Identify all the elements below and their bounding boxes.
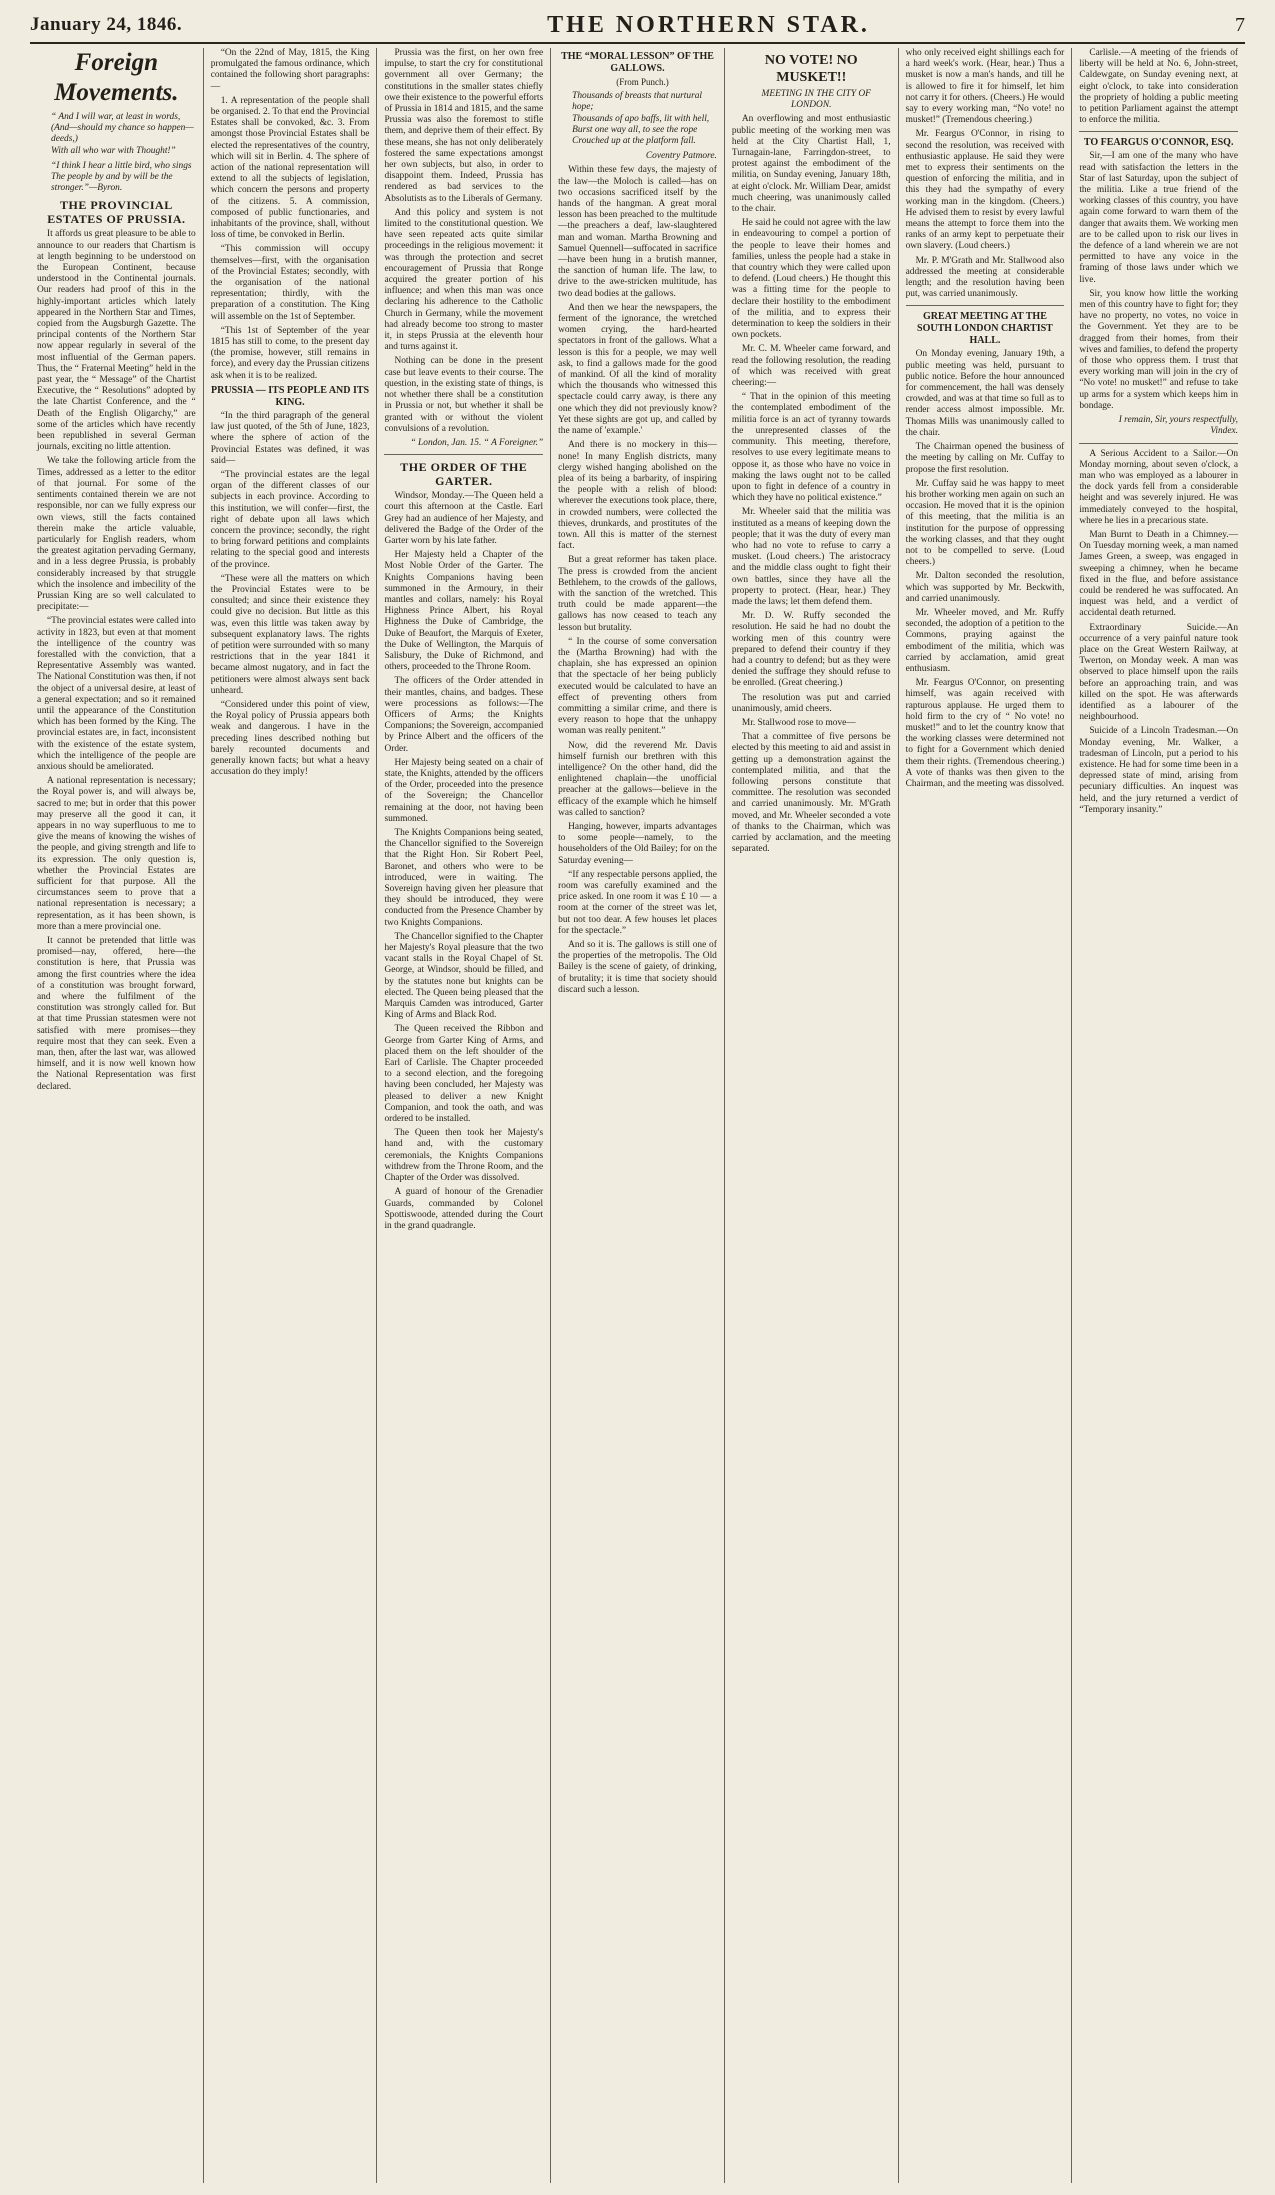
paragraph: “These were all the matters on which the Provincial Estates were to be consulted; and since their existence they could give no decision. But little as this was, even this little was taken away by subsequent explanatory laws. The rights of petition were surrounded with so many restrictions that in the year 1841 it became almost nugatory, and in fact the petitioners were almost always sent back unheard. <box>210 573 370 696</box>
paragraph: Mr. Cuffay said he was happy to meet his brother working men again on such an occasion. He moved that it is the opinion of this meeting, that the militia is an institution for the purpose of oppressing the working classes, and that they ought not to be compelled to serve. (Loud cheers.) <box>905 478 1065 568</box>
paragraph: On Monday evening, January 19th, a public meeting was held, pursuant to public notice. Before the hour announced for commencement, the hall was densely crowded, and was at that time so full as to render access almost impossible. Mr. Thomas Mills was unanimously called to the chair. <box>905 349 1065 438</box>
paragraph: Mr. P. M'Grath and Mr. Stallwood also addressed the meeting at considerable length; and the resolution having been put, was carried unanimously. <box>905 255 1065 300</box>
paragraph: A national representation is necessary; the Royal power is, and will always be, sacred to me; but in order that this power may preserve all the good it can, it appears in no way superfluous to me to give the means of knowing the wishes of the people, and giving strength and life to its expression. The only question is, whether the Provincial Estates are sufficient for that purpose. All the circumstances seem to prove that a national representation is necessary; a representation, as it has been shown, is more than a mere provincial one. <box>37 776 196 932</box>
paragraph: The Queen then took her Majesty's hand and, with the customary ceremonials, the Knights Companions withdrew from the Throne Room, and the Chapter of the Order was dissolved. <box>384 1128 544 1184</box>
paragraph: Mr. D. W. Ruffy seconded the resolution. He said he had no doubt the working men of this country were prepared to defend their country if they had a country to defend; but as they were denied the suffrage they should refuse to be enrolled. (Great cheering.) <box>731 611 891 689</box>
article-heading: NO VOTE! NO MUSKET!! <box>764 53 858 85</box>
paragraph: A Serious Accident to a Sailor.—On Monday morning, about seven o'clock, a man who was employed as a labourer in the dock yards fell from a considerable height and was severely injured. He was immediately conveyed to the hospital, where he lies in a precarious state. <box>1079 448 1239 526</box>
verse-attribution: Coventry Patmore. <box>645 151 717 162</box>
paragraph: who only received eight shillings each for a hard week's work. (Hear, hear.) Thus a musket is now a man's hands, and till he is allowed to fire it for himself, let him not carry it for others. (Cheers.) He would say to every working man, “No vote! no musket!” (Tremendous cheering.) <box>905 48 1065 126</box>
divider <box>384 454 543 455</box>
paragraph: The Queen received the Ribbon and George from Garter King of Arms, and placed them on the left shoulder of the Earl of Carlisle. The Chapter proceeded to a second election, and the foregoing having been concluded, her Majesty was pleased to deliver a new Knight Companion, and took the oath, and was ordered to be installed. <box>384 1024 544 1125</box>
paragraph: Nothing can be done in the present case but leave events to their course. The question, in the existing state of things, is not whether there shall be a constitution in Prussia or not, but whether it shall be granted with or without the violent convulsions of a revolution. <box>384 356 544 434</box>
divider <box>1079 443 1238 444</box>
byline: (From Punch.) <box>616 77 669 87</box>
paragraph: That a committee of five persons be elected by this meeting to aid and assist in getting up a demonstration against the contemplated militia, and that the following persons constitute that committee. The resolution was seconded and carried unanimously. Mr. M'Grath moved, and Mr. Wheeler seconded a vote of thanks to the Chairman, which was carried by acclamation, and the meeting separated. <box>731 732 891 855</box>
paragraph: “ In the course of some conversation the (Martha Browning) had with the chaplain, she has expressed an opinion that the spectacle of her being publicly executed would be calculated to have an effect of preventing others from committing a similar crime, and there is every reason to hope that the unhappy woman was really penitent.” <box>558 636 717 737</box>
column-4 <box>551 48 725 2183</box>
paragraph: The Knights Companions being seated, the Chancellor signified to the Sovereign that the Right Hon. Sir Robert Peel, Baronet, and others who were to be introduced, were in waiting. The Sovereign having given her pleasure that they should be introduced, they were conducted from the Presence Chamber by two Knights Companions. <box>384 828 544 928</box>
epigraph: “ And I will war, at least in words, (And—should my chance so happen—deeds,) With all who war with Thought!” <box>51 112 194 156</box>
paragraph: Mr. Wheeler moved, and Mr. Ruffy seconded, the adoption of a petition to the Commons, praying against the embodiment of the militia, which was carried by acclamation, amid great enthusiasm. <box>905 607 1065 674</box>
paragraph: The Chancellor signified to the Chapter her Majesty's Royal pleasure that the two vacant stalls in the Royal Chapel of St. George, at Windsor, should be filled, and by the statutes none but knights can be elected. The Queen being pleased that the Marquis Camden was introduced, Garter King of Arms and Black Rod. <box>384 931 544 1021</box>
paragraph: Her Majesty held a Chapter of the Most Noble Order of the Garter. The Knights Companions having been summoned in the Armoury, in their mantles and collars, namely: his Royal Highness Prince Albert, his Royal Highness the Duke of Cambridge, the Duke of Beaufort, the Marquis of Exeter, the Duke of Wellington, the Marquis of Salisbury, the Duke of Richmond, and others, proceeded to the Throne Room. <box>384 550 544 673</box>
article-heading: PRUSSIA — ITS PEOPLE AND ITS KING. <box>211 384 370 408</box>
paragraph: Carlisle.—A meeting of the friends of liberty will be held at No. 6, John-street, Caldewgate, on Sunday evening next, at eight o'clock, to take into consideration the propriety of holding a public meeting to petition Parliament against the attempt to enforce the militia. <box>1079 48 1239 126</box>
paragraph: The resolution was put and carried unanimously, amid cheers. <box>731 692 891 714</box>
paragraph: Now, did the reverend Mr. Davis himself furnish our brethren with this intelligence? On the other hand, did the enlightened chaplain—the unofficial preacher at the gallows—believe in the efficacy of the example which he himself was called to sanction? <box>558 740 717 818</box>
paragraph: A guard of honour of the Grenadier Guards, commanded by Colonel Spottiswoode, attended during the Court in the grand quadrangle. <box>384 1187 544 1231</box>
paragraph: Mr. Dalton seconded the resolution, which was supported by Mr. Beckwith, and carried unanimously. <box>905 571 1065 604</box>
paragraph: And so it is. The gallows is still one of the properties of the metropolis. The Old Bailey is the scene of gaiety, of drinking, of brutality; it is time that society should discard such a lesson. <box>558 940 717 995</box>
column-7 <box>1072 48 1245 2183</box>
paragraph: Extraordinary Suicide.—An occurrence of a very painful nature took place on the Great Western Railway, at Twerton, on Monday week. A man was observed to place himself upon the rails before an approaching train, and was killed on the spot. He was afterwards identified as a labourer of the neighbourhood. <box>1079 622 1239 723</box>
paragraph: “This 1st of September of the year 1815 has still to come, to the present day (the promise, however, still remains in force), and every day the Prussian citizens ask when it is to be realized. <box>210 325 370 381</box>
paragraph: “In the third paragraph of the general law just quoted, of the 5th of June, 1823, where the sphere of action of the Provincial Estates was defined, it was said— <box>210 410 370 466</box>
paragraph: “This commission will occupy themselves—first, with the organisation of the Provincial Estates; secondly, with the organisation of the national representation; thirdly, with the preparation of a constitution. The King will assemble on the 1st of September. <box>210 244 370 322</box>
paragraph: Mr. C. M. Wheeler came forward, and read the following resolution, the reading of which was received with great cheering:— <box>731 344 891 389</box>
paragraph: It cannot be pretended that little was promised—nay, offered, here—the constitution is here, that Prussia was among the first countries where the idea of a constitution was brought forward, and where the fulfilment of the constitution was strongly called for. But at that time Prussian statesmen were not satisfied with mere promises—they require most that they can seek. Even a man, then, after the last war, was allowed himself, and it is now well known how the National Representation was first declared. <box>37 936 196 1092</box>
paragraph: The Chairman opened the business of the meeting by calling on Mr. Cuffay to propose the first resolution. <box>905 442 1065 475</box>
paragraph: Mr. Stallwood rose to move— <box>741 717 856 728</box>
signature: I remain, Sir, yours respectfully, Vindex. <box>1118 415 1239 437</box>
paragraph: The officers of the Order attended in their mantles, chains, and badges. These were processions as follows:—The Officers of Arms; the Knights Companions; the Sovereign, accompanied by Prince Albert and the officers of the Order. <box>384 676 544 754</box>
paragraph: Her Majesty being seated on a chair of state, the Knights, attended by the officers of the Order, proceeded into the presence of the Sovereign; the Chancellor remaining at the door, not having been summoned. <box>384 757 544 824</box>
article-heading: TO FEARGUS O'CONNOR, ESQ. <box>1083 137 1234 149</box>
epigraph: “I think I hear a little bird, who sings The people by and by will be the stronger.”—Byron. <box>51 160 192 194</box>
article-heading: THE ORDER OF THE GARTER. <box>400 460 528 489</box>
column-2 <box>204 48 378 2183</box>
paragraph: Prussia was the first, on her own free impulse, to start the cry for constitutional government all over Germany; the constitutions in the smaller states chiefly owe their existence to the powerful efforts of Prussia in 1814 and 1815, and the same Prussia was also the foremost to stifle them, and deprive them of their effect. By these means, she has not only deliberately fostered the same expectations amongst her own subjects, but also, in order to disappoint them. Indeed, Prussia has rendered as bad services to the Absolutists as to the Liberals of Germany. <box>384 48 544 204</box>
signature: “ London, Jan. 15. “ A Foreigner.” <box>410 437 544 448</box>
article-heading: GREAT MEETING AT THE SOUTH LONDON CHARTIST HALL. <box>917 311 1053 347</box>
paragraph: “If any respectable persons applied, the room was carefully examined and the price asked. In one room it was £ 10 — a room at the corner of the street was let, but not too dear. A few houses let places for the spectacle.” <box>558 869 717 936</box>
column-1 <box>30 48 204 2183</box>
paragraph: Suicide of a Lincoln Tradesman.—On Monday evening, Mr. Walker, a tradesman of Lincoln, put a period to his existence. He had for some time been in a depressed state of mind, arising from pecuniary difficulties. An inquest was held, and the jury returned a verdict of “Temporary insanity.” <box>1079 726 1239 815</box>
paragraph: An overflowing and most enthusiastic public meeting of the working men was held at the City Chartist Hall, 1, Turnagain-lane, Farringdon-street, to protest against the embodiment of the militia, on Sunday evening, January 18th, at eight o'clock. Mr. William Dear, amidst much cheering, was unanimously called to the chair. <box>731 114 891 215</box>
paragraph: It affords us great pleasure to be able to announce to our readers that Chartism is at length beginning to be understood on the European Continent, because understood in the Continental journals. Our readers had proof of this in the highly-important articles which lately appeared in the Northern Star and Times, copied from the Augsburgh Gazette. The principal contents of the Northern Star now appear regularly in several of the most influential of the German papers. Thus, the “ Fraternal Meeting” held in the past year, the “ Message” of the Chartist Executive, the “ Resolutions” adopted by the late Chartist Conference, and the “ Death of the English Oligarchy,” are some of the articles which have recently been republished in several German journals, exciting no little attention. <box>37 229 196 453</box>
paragraph: He said he could not agree with the law in endeavouring to compel a portion of the people to leave their homes and families, unless the people had a stake in that country which they were called upon to defend. (Loud cheers.) He thought this was a fitting time for the people to declare their hostility to the embodiment of the militia, and to express their determination to keep the soldiers in their own pockets. <box>731 218 891 341</box>
paragraph: Mr. Wheeler said that the militia was instituted as a means of keeping down the people; that it was the duty of every man who had no vote to refuse to carry a musket. (Loud cheers.) The aristocracy and the middle class ought to fight their own battles, since they have all the property to protect. (Hear, hear.) They made the laws; let them defend them. <box>731 507 891 607</box>
paragraph: And there is no mockery in this—none! In many English districts, many clergy wished hanging abolished on the plea of its being a barbarity, of inspiring the people with a relish of blood: wherever the executions took place, there, in crowded numbers, were collected the thieves, drunkards, and prostitutes of the town. All this is matter of the sternest fact. <box>558 440 717 552</box>
paragraph: Mr. Feargus O'Connor, on presenting himself, was again received with rapturous applause. He urged them to hold firm to the cry of “ No vote! no musket!” and to let the country know that the working classes were determined not to fight for a Government which denied them their rights. (Tremendous cheering.) A vote of thanks was then given to the Chairman, and the meeting was dissolved. <box>905 678 1065 789</box>
newspaper-title: THE NORTHERN STAR. <box>547 11 870 38</box>
column-5 <box>725 48 899 2183</box>
verse: Thousands of breasts that nurtural hope; Thousands of apo baffs, lit with hell, Burst one way all, to see the rope Crouched up at the platform fall. <box>572 91 710 147</box>
paragraph: “The provincial estates were called into activity in 1823, but even at that moment the intelligence of the country was forestalled with the conviction, that a Representative Assembly was wanted. The National Constitution was then, if not the object of a universal desire, at least of a general expectation; and so it remained until the appearance of the Constitution which has been formed by the King. The provincial estates are, in fact, inconsistent with the existence of the estate system, which the intelligence of the people are anxious should be ameliorated. <box>37 616 196 772</box>
paragraph: And this policy and system is not limited to the constitutional question. We have seen repeated acts quite similar proceedings in the religious movement: it was through the protection and secret encouragement of Prussia that Ronge acquired the greater portion of his influence; and when this man was once declaring his adherence to the Catholic Church in Germany, while the movement had already become too strong to master it, in steps Prussia at the eleventh hour and turns against it. <box>384 207 544 353</box>
paragraph: Mr. Feargus O'Connor, in rising to second the resolution, was received with enthusiastic applause. He said they were met to express their sentiments on the question of enforcing the militia, and in this they had the sympathy of every working man in the kingdom. (Cheers.) He advised them to resist by every lawful means the attempt to force them into the ranks of an army kept to perpetuate their own slavery. (Loud cheers.) <box>905 129 1065 252</box>
column-6 <box>899 48 1073 2183</box>
paragraph: “ That in the opinion of this meeting the contemplated embodiment of the militia force is an act of tyranny towards the unrepresented classes of the community. This meeting, therefore, resolves to use every legitimate means to oppose it, as those who have no voice in making the laws ought not to be called upon to fight in defence of a country in which they have no political existence.” <box>731 392 891 504</box>
paragraph: But a great reformer has taken place. The press is crowded from the ancient Bethlehem, to the crowds of the gallows, with the sanction of the wretched. This truth could be made apparent—the gallows has now ceased to teach any lesson but brutality. <box>558 555 717 633</box>
article-heading: THE “MORAL LESSON” OF THE GALLOWS. <box>561 51 714 74</box>
paragraph: “Considered under this point of view, the Royal policy of Prussia appears both weak and dangerous. I have in the preceding lines described nothing but barely recounted documents and generally known facts; but what a heavy accusation do they imply! <box>210 699 370 778</box>
article-subheading: MEETING IN THE CITY OF LONDON. <box>761 89 871 111</box>
paragraph: Windsor, Monday.—The Queen held a court this afternoon at the Castle. Earl Grey had an audience of her Majesty, and delivered the Badge of the Order of the Garter worn by his late father. <box>384 491 544 546</box>
paragraph: Man Burnt to Death in a Chimney.—On Tuesday morning week, a man named James Green, a sweep, was engaged in sweeping a chimney, when he became fixed in the flue, and before assistance could be rendered he was suffocated. An inquest was held, and a verdict of accidental death returned. <box>1079 529 1239 619</box>
page-number: 7 <box>1235 13 1245 36</box>
paragraph: 1. A representation of the people shall be organised. 2. To that end the Provincial Estates shall be convoked, &c. 3. From amongst those Provincial Estates shall be elected the representatives of the country, which will sit in Berlin. 4. The sphere of action of the national representation will extend to all the subjects of legislation, which concern the persons and property of the citizens. 5. A commission, composed of public functionaries, and inhabitants of the province, shall, without loss of time, be convoked in Berlin. <box>210 95 370 241</box>
paragraph: Sir, you know how little the working men of this country have to fight for; they have no property, no votes, no voice in the Government. Yet they are to be dragged from their homes, from their wives and families, to defend the property of those who oppress them. I trust that every working man will join in the cry of “No vote! no musket!” and refuse to take up arms for a system which keeps him in bondage. <box>1079 288 1239 411</box>
paragraph: And then we hear the newspapers, the ferment of the ignorance, the wretched women crying, the hard-hearted spectators in front of the gallows. What a lesson is this for a people, we may well ask, to find a gallows made for the good of mankind. Of all the kind of morality which the thousands who witnessed this spectacle could carry away, is there any one which they did not previously know? Yet these sights are got up, and called by the name of 'example.' <box>558 302 717 437</box>
paragraph: Within these few days, the majesty of the law—the Moloch is called—has on two occasions sacrificed itself by the hands of the hangman. A great moral lesson has been preached to the multitude—the preachers a deaf, law-slaughtered man and woman. Martha Browning and Samuel Quennell—suffocated in sacrifice—have been hung in a brutish manner, the sanction of human life. The law, to drive to the awe-stricken multitude, has two dead bodies at the gallows. <box>558 165 717 299</box>
divider <box>906 305 1065 306</box>
article-heading: THE PROVINCIAL ESTATES OF PRUSSIA. <box>47 198 186 227</box>
paragraph: “On the 22nd of May, 1815, the King promulgated the famous ordinance, which contained the following short paragraphs:— <box>210 48 370 92</box>
paragraph: “The provincial estates are the legal organ of the different classes of our subjects in each province. According to this institution, we will confer—first, the right of debate upon all laws which concern the province; secondly, the right to bring forward petitions and complaints relating to the special good and interests of the province. <box>210 469 370 570</box>
section-title: Foreign Movements. <box>54 49 179 106</box>
paragraph: We take the following article from the Times, addressed as a letter to the editor of that journal. For some of the sentiments contained therein we are not responsible, nor can we fully express our own views, still the facts contained therein make the article valuable, particularly for English readers, whom the greatest agitation pervading Germany, and in a less degree Prussia, is probably considerably increased by that struggle which the insolence and imbecility of the Prussian King are so well calculated to precipitate:— <box>37 456 196 613</box>
issue-date: January 24, 1846. <box>30 14 183 35</box>
divider <box>1079 131 1238 132</box>
columns <box>30 48 1245 2183</box>
paragraph: Hanging, however, imparts advantages to some people—namely, to the householders of the Old Bailey; for on the Saturday evening— <box>558 822 717 866</box>
masthead <box>30 8 1245 44</box>
column-3 <box>377 48 551 2183</box>
paragraph: Sir,—I am one of the many who have read with satisfaction the letters in the Star of last Saturday, upon the subject of the militia. Like a true friend of the working classes of this country, you have again come forward to warn them of the danger that awaits them. We working men are to be called upon to risk our lives in the defence of a land wherein we are not permitted to have any voice in the framing of those laws under which we live. <box>1079 151 1239 285</box>
